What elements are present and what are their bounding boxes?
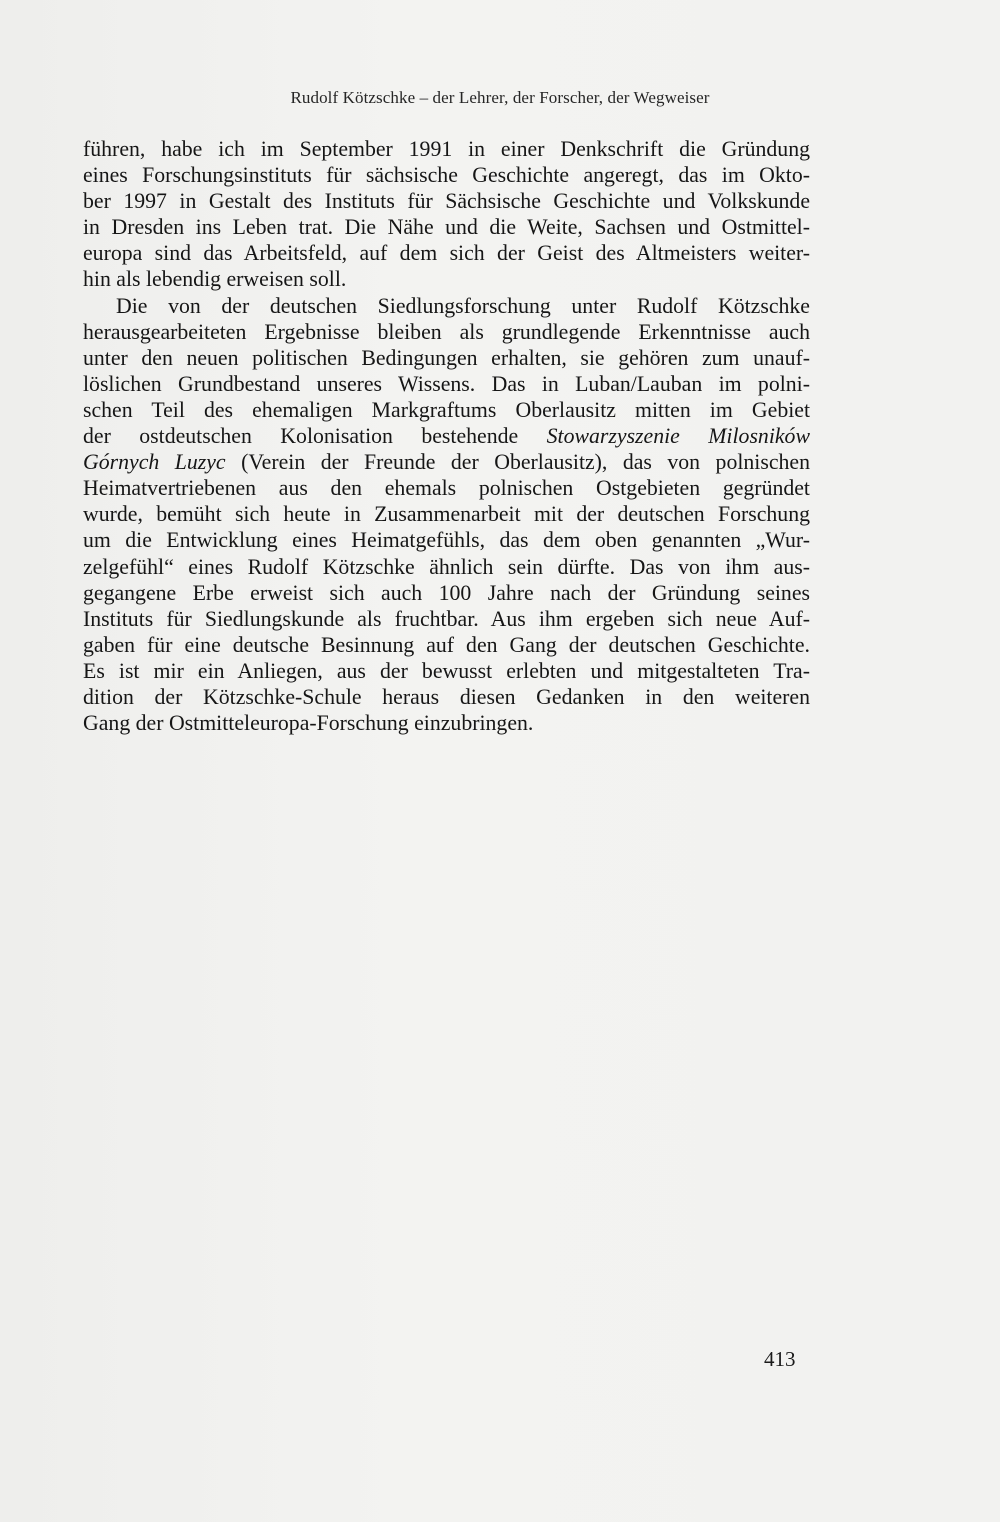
text-line: gegangene Erbe erweist sich auch 100 Jahre nach der Gründung seines <box>83 580 810 605</box>
italic-society-name: Stowarzyszenie Milosników <box>546 424 810 449</box>
text-line <box>83 423 810 449</box>
text-line: Es ist mir ein Anliegen, aus der bewusst erlebten und mitgestalteten Tra- <box>83 658 810 683</box>
text-line: wurde, bemüht sich heute in Zusammenarbeit mit der deutschen Forschung <box>83 502 810 527</box>
text-line: löslichen Grundbestand unseres Wissens. Das in Luban/Lauban im polni- <box>83 371 810 396</box>
text-line: dition der Kötzschke-Schule heraus diesen Gedanken in den weiteren <box>83 684 810 709</box>
text-line: um die Entwicklung eines Heimatgefühls, das dem oben genannten „Wur- <box>83 528 810 553</box>
body-text <box>83 136 810 736</box>
text-line: gaben für eine deutsche Besinnung auf den Gang der deutschen Geschichte. <box>83 632 810 657</box>
text-line: schen Teil des ehemaligen Markgraftums Oberlausitz mitten im Gebiet <box>83 397 810 422</box>
text-line: Gang der Ostmitteleuropa-Forschung einzubringen. <box>83 711 534 736</box>
running-head: Rudolf Kötzschke – der Lehrer, der Forscher, der Wegweiser <box>290 88 710 107</box>
page-number: 413 <box>764 1347 796 1371</box>
paragraph-2 <box>83 293 810 737</box>
text-line: unter den neuen politischen Bedingungen erhalten, sie gehören zum unauf- <box>83 345 810 370</box>
text-line: führen, habe ich im September 1991 in einer Denkschrift die Gründung <box>83 137 810 161</box>
text-line: Heimatvertriebenen aus den ehemals polnischen Ostgebieten gegründet <box>83 476 810 501</box>
line-text: (Verein der Freunde der Oberlausitz), das von polnischen <box>241 450 810 475</box>
text-line: europa sind das Arbeitsfeld, auf dem sich der Geist des Altmeisters weiter- <box>83 241 810 266</box>
text-line: herausgearbeiteten Ergebnisse bleiben als grundlegende Erkenntnisse auch <box>83 319 810 344</box>
text-line: zelgefühl“ eines Rudolf Kötzschke ähnlich sein dürfte. Das von ihm aus- <box>83 554 810 579</box>
text-line: hin als lebendig erweisen soll. <box>83 267 347 292</box>
text-line <box>83 449 810 475</box>
line-text: der ostdeutschen Kolonisation bestehende <box>83 424 519 449</box>
text-line: Instituts für Siedlungskunde als fruchtbar. Aus ihm ergeben sich neue Auf- <box>83 606 810 631</box>
paragraph-1 <box>83 136 810 293</box>
text-line: in Dresden ins Leben trat. Die Nähe und die Weite, Sachsen und Ostmittel- <box>83 215 810 240</box>
italic-society-name: Górnych Luzyc <box>83 450 226 475</box>
text-line: Die von der deutschen Siedlungsforschung unter Rudolf Kötzschke <box>116 293 810 318</box>
text-line: ber 1997 in Gestalt des Instituts für Sächsische Geschichte und Volkskunde <box>83 189 810 214</box>
text-line: eines Forschungsinstituts für sächsische Geschichte angeregt, das im Okto- <box>83 163 810 188</box>
